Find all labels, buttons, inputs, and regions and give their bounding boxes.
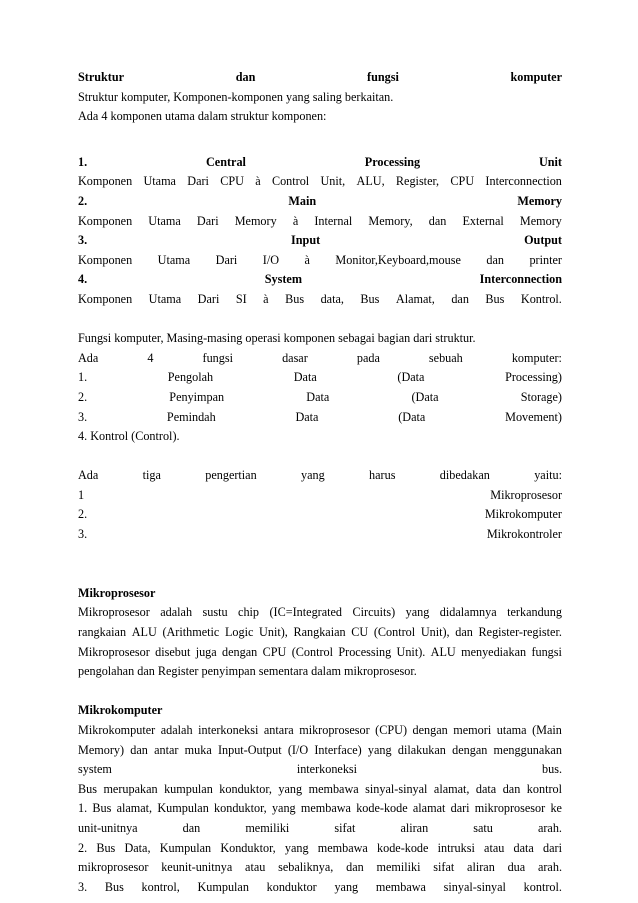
word: yaitu: — [534, 468, 562, 483]
word: kumpulan — [164, 781, 213, 796]
word: 1. — [78, 154, 88, 169]
word: membawa — [317, 840, 368, 855]
component-head-4 — [78, 270, 562, 290]
component-head-2 — [78, 192, 562, 212]
component-desc-2 — [78, 212, 562, 232]
word: intruksi — [437, 840, 475, 855]
word: didalamnya — [439, 605, 497, 620]
word: 1. — [78, 370, 88, 385]
fungsi-line — [78, 349, 562, 369]
word: disebut — [155, 644, 191, 659]
word: dari — [450, 801, 470, 816]
word: yang — [301, 468, 325, 483]
word: Komponen — [78, 252, 133, 267]
word: Processing — [338, 644, 392, 659]
paragraph-line — [78, 643, 562, 663]
paragraph-line — [78, 603, 562, 623]
word: ALU — [430, 644, 456, 659]
word: data, — [320, 291, 344, 306]
word: à — [292, 213, 299, 228]
word: juga — [195, 644, 217, 659]
word: (Data — [411, 389, 439, 404]
word: Bus — [360, 291, 380, 306]
word: dan — [346, 860, 364, 875]
word: (Control — [291, 644, 333, 659]
word: Interconnection — [479, 272, 562, 287]
word: Input-Output — [217, 742, 282, 757]
pengertian-item-3 — [78, 525, 562, 545]
component-head-3 — [78, 231, 562, 251]
word: interkoneksi — [198, 723, 259, 737]
word: Register-register. — [478, 625, 562, 640]
word: arah. — [537, 860, 562, 875]
word: 4 — [147, 350, 154, 365]
word: Memory — [234, 213, 277, 228]
word: (IC=Integrated — [269, 605, 343, 620]
paragraph-line — [78, 819, 562, 839]
word: yang — [271, 801, 296, 816]
word: 3. — [78, 527, 88, 542]
word: Ada — [78, 468, 99, 483]
word: Control — [271, 174, 310, 189]
word: Mikrokontroler — [486, 527, 562, 542]
component-desc-4 — [78, 290, 562, 310]
word: membawa — [308, 781, 359, 796]
word: Output — [524, 233, 562, 248]
word: konduktor — [266, 879, 317, 894]
word: dan — [130, 742, 148, 757]
paragraph-line — [78, 721, 562, 741]
word: sebuah — [428, 350, 463, 365]
word: Bus — [78, 781, 97, 796]
word: (Data — [398, 409, 426, 424]
word: bus. — [542, 762, 562, 777]
word: External — [462, 213, 504, 228]
word: dasar — [282, 350, 308, 365]
word: 2. — [78, 389, 88, 404]
section-heading-mikrokomputer: Mikrokomputer — [78, 703, 163, 718]
word: Interconnection — [485, 174, 562, 189]
word: kode-kode — [377, 840, 429, 855]
word: Unit — [538, 154, 562, 169]
word: Dari — [215, 252, 238, 267]
word: dan — [455, 625, 473, 640]
word: mikroprosesor — [78, 860, 149, 875]
word: interkoneksi — [296, 762, 358, 777]
word: dua — [507, 860, 526, 875]
intro-line: Ada 4 komponen utama dalam struktur komponen: — [78, 109, 327, 124]
word: yang — [334, 879, 359, 894]
word: Data, — [124, 840, 151, 855]
word: CPU — [220, 174, 244, 189]
word: aliran — [467, 860, 495, 875]
word: alamat, — [116, 801, 153, 816]
word: Main — [288, 193, 317, 208]
word: (Data — [397, 370, 425, 385]
word: memiliki — [245, 820, 290, 835]
word: dari — [543, 840, 562, 855]
word: adalah — [160, 723, 193, 737]
word: Memory, — [368, 213, 413, 228]
pengertian-line — [78, 466, 562, 486]
word: menyediakan — [461, 644, 527, 659]
word: dan — [486, 252, 504, 267]
paragraph-line: pengolahan dan Register penyimpan sementara dalam mikroprosesor. — [78, 664, 417, 679]
word: unit-unitnya — [78, 820, 138, 835]
word: 3. — [78, 233, 88, 248]
word: dengan — [412, 723, 448, 737]
word: 2. — [78, 193, 88, 208]
word: dan — [451, 291, 469, 306]
word: Alamat, — [395, 291, 435, 306]
word: 4. — [78, 272, 88, 287]
word: Utama — [143, 174, 176, 189]
word: aliran — [400, 820, 429, 835]
word: CPU — [262, 644, 287, 659]
word: Input — [291, 233, 321, 248]
word: à — [263, 291, 269, 306]
word: Rangkaian — [293, 625, 346, 640]
word: sebaliknya, — [278, 860, 334, 875]
paragraph-line — [78, 741, 562, 761]
word: CPU — [450, 174, 475, 189]
word: Komponen — [78, 291, 133, 306]
word: Dari — [187, 174, 209, 189]
word: adalah — [160, 605, 193, 620]
word: Utama — [157, 252, 191, 267]
word: dan — [182, 820, 201, 835]
word: à — [255, 174, 261, 189]
word: membawa — [300, 801, 351, 816]
word: chip — [238, 605, 260, 620]
word: muka — [184, 742, 212, 757]
word: Mikroprosesor — [490, 487, 562, 502]
word: rangkaian — [78, 625, 127, 640]
word: Memory) — [78, 742, 125, 757]
word: dan — [428, 213, 447, 228]
word: ALU, — [356, 174, 385, 189]
word: Unit), — [420, 625, 450, 640]
word: SI — [235, 291, 247, 306]
word: memiliki — [376, 860, 421, 875]
word: (Arithmetic — [162, 625, 220, 640]
word: CU — [351, 625, 369, 640]
word: Utama — [148, 291, 182, 306]
word: dibedakan — [439, 468, 490, 483]
word: 1 — [78, 487, 85, 502]
word: komputer: — [511, 350, 562, 365]
word: 2. — [78, 507, 88, 522]
title-line — [78, 68, 562, 88]
word: dilakukan — [397, 742, 446, 757]
word: Konduktor, — [220, 840, 276, 855]
word: fungsi — [367, 70, 399, 84]
word: Kumpulan — [197, 879, 249, 894]
word: Bus — [285, 291, 305, 306]
word: Dari — [196, 213, 219, 228]
word: Kumpulan — [159, 840, 212, 855]
word: sustu — [202, 605, 228, 620]
word: Dari — [197, 291, 220, 306]
word: 3. — [78, 409, 88, 424]
word: Penyimpan — [169, 389, 225, 404]
word: (Control — [373, 625, 416, 640]
word: tiga — [142, 468, 161, 483]
component-head-1 — [78, 153, 562, 173]
word: dengan — [222, 644, 258, 659]
paragraph-line — [78, 780, 562, 800]
word: utama — [496, 723, 527, 737]
word: Memory — [517, 193, 562, 208]
document-body — [78, 68, 562, 897]
fungsi-item-2 — [78, 388, 562, 408]
word: pengertian — [205, 468, 257, 483]
paragraph-line — [78, 839, 562, 859]
word: arah. — [537, 820, 562, 835]
word: mikroprosesor — [474, 801, 546, 816]
word: (I/O — [287, 742, 309, 757]
word: kontrol, — [141, 879, 180, 894]
word: satu — [473, 820, 493, 835]
word: sifat — [433, 860, 455, 875]
word: data — [475, 781, 497, 796]
word: Unit), — [259, 625, 288, 640]
word: sinyal-sinyal — [443, 879, 506, 894]
word: dengan — [452, 742, 488, 757]
word: Mikrokomputer — [484, 507, 562, 522]
word: yang — [284, 840, 309, 855]
word: data — [513, 840, 534, 855]
word: pada — [356, 350, 380, 365]
word: printer — [529, 252, 562, 267]
word: Bus — [104, 879, 124, 894]
word: Unit). — [396, 644, 426, 659]
word: yang — [367, 742, 392, 757]
word: alamat, — [433, 781, 470, 796]
word: Pemindah — [166, 409, 216, 424]
word: Circuits) — [352, 605, 396, 620]
component-desc-3 — [78, 251, 562, 271]
word: konduktor, — [214, 801, 267, 816]
word: I/O — [262, 252, 280, 267]
word: Monitor,Keyboard,mouse — [335, 252, 461, 267]
word: dan — [502, 781, 521, 796]
word: menggunakan — [493, 742, 562, 757]
word: yang — [405, 605, 430, 620]
word: (CPU) — [375, 723, 407, 737]
word: mikroprosesor — [299, 723, 370, 737]
word: Interface) — [314, 742, 362, 757]
word: à — [304, 252, 310, 267]
word: Logic — [224, 625, 254, 640]
word: kontrol. — [523, 879, 562, 894]
word: ALU — [131, 625, 157, 640]
paragraph-line — [78, 760, 562, 780]
intro-line: Struktur komputer, Komponen-komponen yang saling berkaitan. — [78, 89, 394, 104]
word: Internal — [314, 213, 353, 228]
word: Mikroprosesor — [78, 605, 150, 620]
word: Data — [295, 409, 319, 424]
word: alamat — [412, 801, 446, 816]
word: system — [78, 762, 112, 777]
word: Bus — [485, 291, 505, 306]
word: harus — [369, 468, 396, 483]
fungsi-item-4: 4. Kontrol (Control). — [78, 429, 180, 444]
paragraph-line — [78, 858, 562, 878]
word: antara — [263, 723, 294, 737]
word: Pengolah — [167, 370, 214, 385]
word: yang — [278, 781, 303, 796]
word: antar — [154, 742, 179, 757]
word: Storage) — [520, 389, 562, 404]
pengertian-item-1 — [78, 486, 562, 506]
word: Bus — [96, 840, 116, 855]
word: komputer — [510, 70, 562, 84]
word: Struktur — [78, 70, 125, 84]
word: Movement) — [505, 409, 562, 424]
word: memori — [453, 723, 492, 737]
word: membawa — [375, 879, 426, 894]
word: 2. — [78, 840, 88, 855]
paragraph-line — [78, 623, 562, 643]
word: fungsi — [531, 644, 562, 659]
word: Processing) — [505, 370, 562, 385]
word: System — [264, 272, 302, 287]
word: kode-kode — [356, 801, 408, 816]
word: dan — [235, 70, 256, 84]
word: Mikrokomputer — [78, 723, 156, 737]
word: atau — [484, 840, 505, 855]
word: keunit-unitnya — [161, 860, 233, 875]
word: Komponen — [78, 213, 133, 228]
word: sinyal-sinyal — [365, 781, 428, 796]
word: Kumpulan — [157, 801, 209, 816]
word: Komponen — [78, 174, 133, 189]
word: konduktor, — [219, 781, 272, 796]
word: (Main — [532, 723, 562, 737]
word: merupakan — [103, 781, 158, 796]
word: Unit, — [320, 174, 346, 189]
word: fungsi — [202, 350, 233, 365]
section-heading-mikroprosesor: Mikroprosesor — [78, 585, 156, 600]
fungsi-intro: Fungsi komputer, Masing-masing operasi komponen sebagai bagian dari struktur. — [78, 331, 476, 346]
word: Kontrol. — [520, 291, 562, 306]
word: Utama — [148, 213, 181, 228]
word: Ada — [78, 350, 99, 365]
pengertian-item-2 — [78, 505, 562, 525]
fungsi-item-3 — [78, 408, 562, 428]
fungsi-item-1 — [78, 368, 562, 388]
word: terkandung — [507, 605, 562, 620]
word: atau — [245, 860, 266, 875]
component-desc-1 — [78, 172, 562, 192]
word: sifat — [334, 820, 356, 835]
word: ke — [550, 801, 562, 816]
word: kontrol — [526, 781, 562, 796]
word: Processing — [364, 154, 421, 169]
word: Memory — [519, 213, 562, 228]
word: 1. — [78, 801, 88, 816]
word: Data — [306, 389, 330, 404]
paragraph-line — [78, 799, 562, 819]
word: Data — [293, 370, 317, 385]
word: 3. — [78, 879, 88, 894]
word: Central — [206, 154, 246, 169]
word: Mikroprosesor — [78, 644, 150, 659]
word: Bus — [92, 801, 112, 816]
paragraph-line — [78, 878, 562, 898]
word: Register, — [395, 174, 440, 189]
